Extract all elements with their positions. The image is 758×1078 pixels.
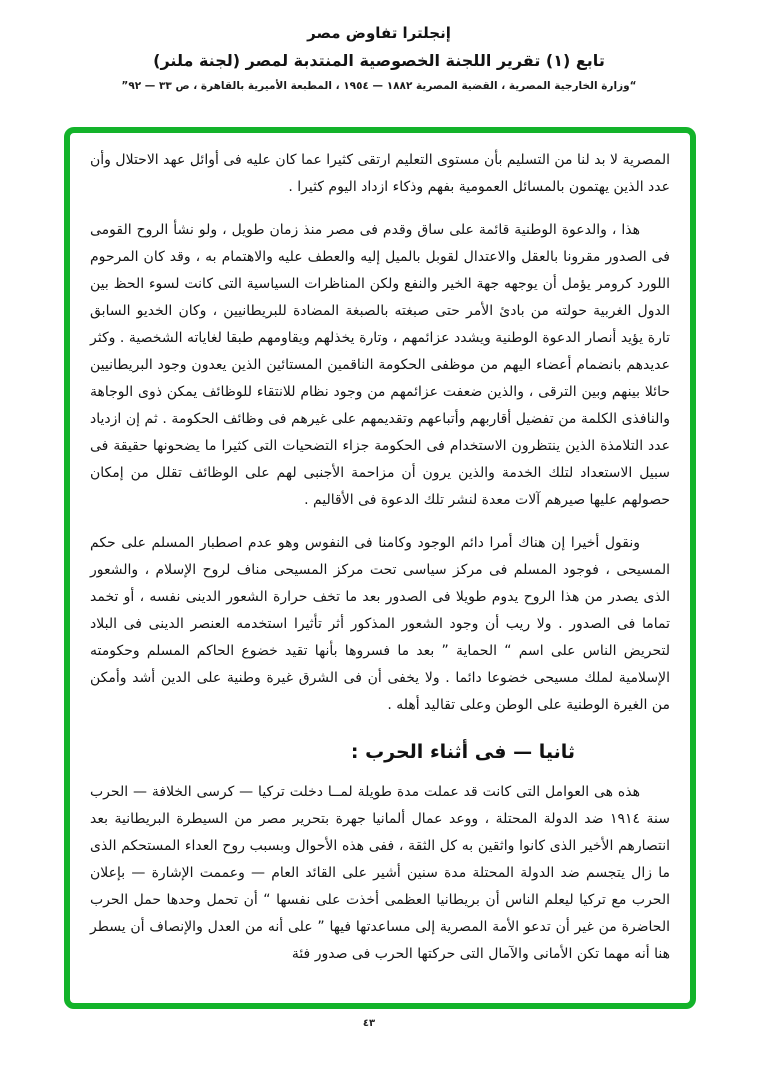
paragraph: ونقول أخيرا إن هناك أمرا دائم الوجود وكامنا فى النفوس وهو عدم اصطبار المسلم على حكم المسيحى ، فوجود المسلم فى مركز سياسى تحت مركز المسيحى مناف لروح الإسلام ، والشعور الذى يصدر من هذا الروح يدوم طويلا فى الصدور بعد ما تخف حرارة الشعور الدينى نفسه ، أو تخمد تماما فى الصدور . ولا ريب أن وجود الشعور المذكور أثر تأثيرا استخدمه العنصر الدينى فى البلاد لتحريض الناس على اسم “ الحماية ” بعد ما فسروها بأنها تقيد خضوع الحاكم المسلم وحكومته الإسلامية لملك مسيحى خضوعا دائما . ولا يخفى أن فى الشرق غيرة وطنية على الدين أشد وأمكن من الغيرة الوطنية على الوطن وعلى تقاليد أهله . (90, 535, 670, 713)
document-subtitle: تابع (١) تقرير اللجنة الخصوصية المنتدبة لمصر (لجنة ملنر) (153, 51, 605, 70)
paragraph: هذا ، والدعوة الوطنية قائمة على ساق وقدم فى مصر منذ زمان طويل ، ولو نشأ الروح القومى فى الصدور مقرونا بالعقل والاعتدال لقوبل بالميل إليه والعطف عليه والاهتمام به ، وقد كان المرحوم اللورد كرومر يؤمل أن يوجهه جهة الخير والنفع ولكن المناظرات السياسية التى كانت لسوء الحظ بين الدول الغربية حولته من بادئ الأمر حتى صبغته بالصبغة المضادة للبريطانيين ، وكان الخديو السابق تارة يؤيد أنصار الدعوة الوطنية ويشدد عزائمهم ، وتارة يخذلهم ويقاومهم طبقا لغاياته الشخصية . وكثر عديدهم بانضمام أعضاء اليهم من موظفى الحكومة الناقمين المستائين الذين يعدون وجود البريطانيين حائلا بينهم وبين الترقى ، والذين ضعفت عزائمهم من وجود نظام للانتقاء للوظائف يمكن ذوى الوجاهة والنافذى الكلمة من تفضيل أقاربهم وأتباعهم وتقديمهم على غيرهم فى وظائف الحكومة . ثم إن ازدياد عدد التلامذة الذين ينتظرون الاستخدام فى الحكومة جزاء التضحيات التى كثيرا ما يضحونها حقيقة فى سبيل الاستعداد لتلك الخدمة والذين يرون أن مزاحمة الأجنبى لهم على الوظائف تقلل من إمكان حصولهم عليها صيرهم آلات معدة لنشر تلك الدعوة فى الأقاليم . (90, 222, 670, 508)
page-number: ٤٣ (362, 1018, 376, 1029)
document-header (0, 24, 758, 92)
source-citation: “وزارة الخارجية المصرية ، القضية المصرية ١٨٨٢ — ١٩٥٤ ، المطبعة الأميرية بالقاهرة ، ص ٣٣ — ٩٢” (121, 80, 637, 92)
paragraph: هذه هى العوامل التى كانت قد عملت مدة طويلة لمــا دخلت تركيا — كرسى الخلافة — الحرب سنة ١٩١٤ ضد الدولة المحتلة ، ووعد عمال ألمانيا جهرة بتحرير مصر من السيطرة البريطانية بعد انتصارهم الأخير الذى كانوا واثقين به كل الثقة ، ففى هذه الأحوال وبسبب روح العداء المستحكم الذى ما زال يتجسم ضد الدولة المحتلة مدة سنين أشير على القائد العام — وعممت الإشارة — بإعلان الحرب مع تركيا ليعلم الناس أن بريطانيا العظمى أخذت على نفسها “ أن تحمل وحدها حمل الحرب الحاضرة من غير أن تدعو الأمة المصرية إلى مساعدتها فيها ” على أنه من العدل والإنصاف أن يسطر هنا أنه مهما تكن الأمانى والآمال التى حركتها الحرب فى صدور فئة (90, 784, 670, 962)
paragraph-continuation: المصرية لا بد لنا من التسليم بأن مستوى التعليم ارتقى كثيرا عما كان عليه فى أوائل عهد الاحتلال وأن عدد الذين يهتمون بالمسائل العمومية بفهم وذكاء ازداد اليوم كثيرا . (90, 152, 670, 195)
green-text-frame (64, 127, 696, 1009)
section-heading: ثانيا — فى أثناء الحرب : (350, 741, 575, 763)
book-title: إنجلترا تفاوض مصر (307, 24, 451, 42)
